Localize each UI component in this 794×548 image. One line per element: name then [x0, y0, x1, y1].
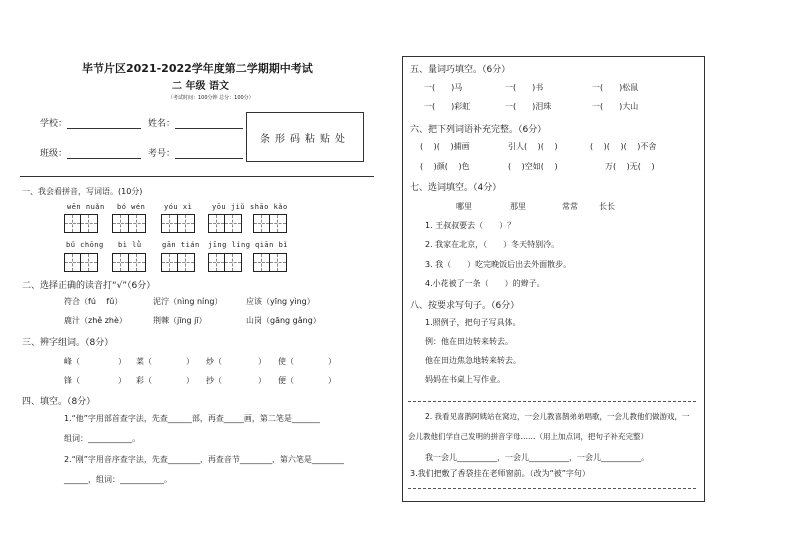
q3-char: 锋（	[64, 376, 80, 385]
q3-heading: 三、辨字组词。（8分）	[22, 338, 114, 348]
q1-pinyin: bó wén	[117, 203, 146, 211]
writing-grid[interactable]	[208, 253, 242, 272]
q2-option[interactable]: 符合（fú fǔ）	[64, 297, 123, 306]
q1-pinyin: shāo kǎo	[250, 203, 288, 211]
q1-pinyin: bǔ chōng	[66, 241, 104, 249]
divider	[20, 176, 374, 177]
barcode-box	[246, 112, 364, 162]
answer-line[interactable]	[408, 401, 696, 402]
q8-item2b: 会儿教他们学自己发明的拼音字母……（用上加点词，把句子补充完整）	[408, 432, 648, 441]
q7-word: 长长	[599, 202, 615, 211]
q6-item[interactable]: ( )空如( )	[508, 162, 558, 171]
q1-pinyin: gān tián	[162, 241, 200, 249]
writing-grid[interactable]	[64, 214, 98, 233]
q3-paren[interactable]: ）	[328, 357, 336, 366]
writing-grid[interactable]	[253, 253, 287, 272]
q6-item[interactable]: ( )( )( )不舍	[590, 142, 657, 151]
writing-grid[interactable]	[253, 214, 287, 233]
q5-item[interactable]: 一( )马	[424, 83, 463, 92]
q8-item2: 2. 我看见喜鹊阿姨站在窝边，一会儿教喜鹊弟弟唱歌，一会儿教他们做游戏，一	[425, 412, 690, 421]
q2-option[interactable]: 山岗（gāng gǎng）	[246, 316, 321, 325]
q6-item[interactable]: ( )颜( )色	[420, 162, 470, 171]
q1-pinyin: qiān bǐ	[255, 241, 289, 249]
writing-grid[interactable]	[208, 214, 242, 233]
school-label: 学校：	[40, 119, 68, 129]
q3-paren[interactable]: ）	[186, 376, 194, 385]
exam-title: 毕节片区2021-2022学年度第二学期期中考试	[82, 62, 313, 75]
q2-heading: 二、选择正确的读音打“√”（6分）	[22, 281, 156, 291]
q5-heading: 五、量词巧填空。（6分）	[410, 65, 511, 75]
q7-heading: 七、选词填空。（4分）	[410, 183, 502, 193]
q3-char: 使（	[278, 357, 294, 366]
q2-option[interactable]: 荆棘（jīng jī）	[153, 316, 207, 325]
class-field[interactable]	[40, 146, 141, 159]
q1-pinyin: yóu xì	[164, 203, 193, 211]
q5-item[interactable]: 一( )松鼠	[592, 83, 639, 92]
q7-item[interactable]: 2. 我家在北京，（ ）冬天特别冷。	[425, 240, 560, 249]
writing-grid[interactable]	[161, 253, 195, 272]
q3-paren[interactable]: ）	[118, 357, 126, 366]
q7-item[interactable]: 3. 我（ ）吃完晚饭后出去外面散步。	[425, 260, 572, 269]
q3-char: 峰（	[64, 357, 80, 366]
q1-heading: 一、我会看拼音，写词语。(10分)	[22, 187, 143, 196]
writing-grid[interactable]	[112, 253, 146, 272]
q8-example: 例：他在田边转来转去。	[425, 337, 513, 346]
q6-item[interactable]: 引人( )( )	[508, 142, 558, 151]
q4-line[interactable]: 1.“他”字用部首查字法，先查______部，再查_____画，第二笔是_______	[64, 414, 320, 423]
q5-item[interactable]: 一( )彩虹	[424, 102, 471, 111]
q4-line[interactable]: 组词：___________。	[64, 434, 140, 443]
name-label: 姓名：	[148, 119, 176, 129]
q1-pinyin: wēn nuǎn	[67, 203, 105, 211]
q6-item[interactable]: ( )( )捕画	[420, 142, 470, 151]
q6-item[interactable]: 万( )无( )	[605, 162, 655, 171]
q4-heading: 四、填空。（8分）	[22, 397, 96, 407]
q2-option[interactable]: 应该（yīng yìng）	[246, 297, 315, 306]
q1-pinyin: yōu jiǔ	[212, 203, 246, 211]
q2-option[interactable]: 鹿汁（zhě zhè）	[64, 316, 127, 325]
q5-item[interactable]: 一( )泪珠	[505, 102, 552, 111]
q8-item3: 3.我们把敷了香袋挂在老师窗前。（改为“被”字句）	[410, 469, 590, 478]
q7-word: 哪里	[456, 202, 472, 211]
q7-item[interactable]: 4.小花被了一条（ ）的辫子。	[425, 279, 545, 288]
class-label: 班级：	[40, 149, 68, 159]
q3-char: 便（	[278, 376, 294, 385]
q3-char: 彩（	[136, 376, 152, 385]
q1-pinyin: bì lǜ	[118, 241, 142, 249]
q2-option[interactable]: 泥泞（nìng níng）	[153, 297, 223, 306]
number-label: 考号：	[148, 149, 176, 159]
q7-item[interactable]: 1. 王叔叔要去（ ）？	[425, 221, 516, 230]
q8-instruction: 1.照例子，把句子写具体。	[425, 318, 521, 327]
q5-item[interactable]: 一( )书	[505, 83, 544, 92]
q3-paren[interactable]: ）	[186, 357, 194, 366]
q4-line[interactable]: ______，组词：___________。	[64, 475, 172, 484]
q3-paren[interactable]: ）	[258, 357, 266, 366]
writing-grid[interactable]	[161, 214, 195, 233]
grade-subject: 二 年级 语文	[172, 81, 229, 92]
exam-info: （考试时间：100分钟 总分：100分）	[168, 95, 254, 101]
q3-paren[interactable]: ）	[258, 376, 266, 385]
q7-word: 那里	[510, 202, 526, 211]
q3-char: 菜（	[136, 357, 152, 366]
answer-line[interactable]	[408, 488, 696, 489]
q3-paren[interactable]: ）	[118, 376, 126, 385]
q8-heading: 八、按要求写句子。（6分）	[410, 301, 520, 311]
q8-fill[interactable]: 我一会儿__________，一会儿__________，一会儿__________。	[425, 453, 649, 462]
name-field[interactable]	[148, 116, 243, 129]
q6-heading: 六、把下列词语补充完整。（6分）	[410, 125, 547, 135]
q8-task: 妈妈在书桌上写作业。	[425, 375, 505, 384]
q3-char: 抄（	[206, 376, 222, 385]
q3-char: 炒（	[206, 357, 222, 366]
number-field[interactable]	[148, 146, 243, 159]
q1-pinyin: jīng líng	[208, 241, 251, 249]
q8-example: 他在田边焦急地转来转去。	[425, 356, 521, 365]
writing-grid[interactable]	[112, 214, 146, 233]
q7-word: 常常	[562, 202, 578, 211]
school-field[interactable]	[40, 116, 141, 129]
writing-grid[interactable]	[64, 253, 98, 272]
q4-line[interactable]: 2.“刚”字用音序查字法，先查________，再查音节________，第六笔是________	[64, 455, 344, 464]
q3-paren[interactable]: ）	[328, 376, 336, 385]
barcode-label: 条形码粘贴处	[260, 133, 350, 145]
q5-item[interactable]: 一( )大山	[592, 102, 639, 111]
